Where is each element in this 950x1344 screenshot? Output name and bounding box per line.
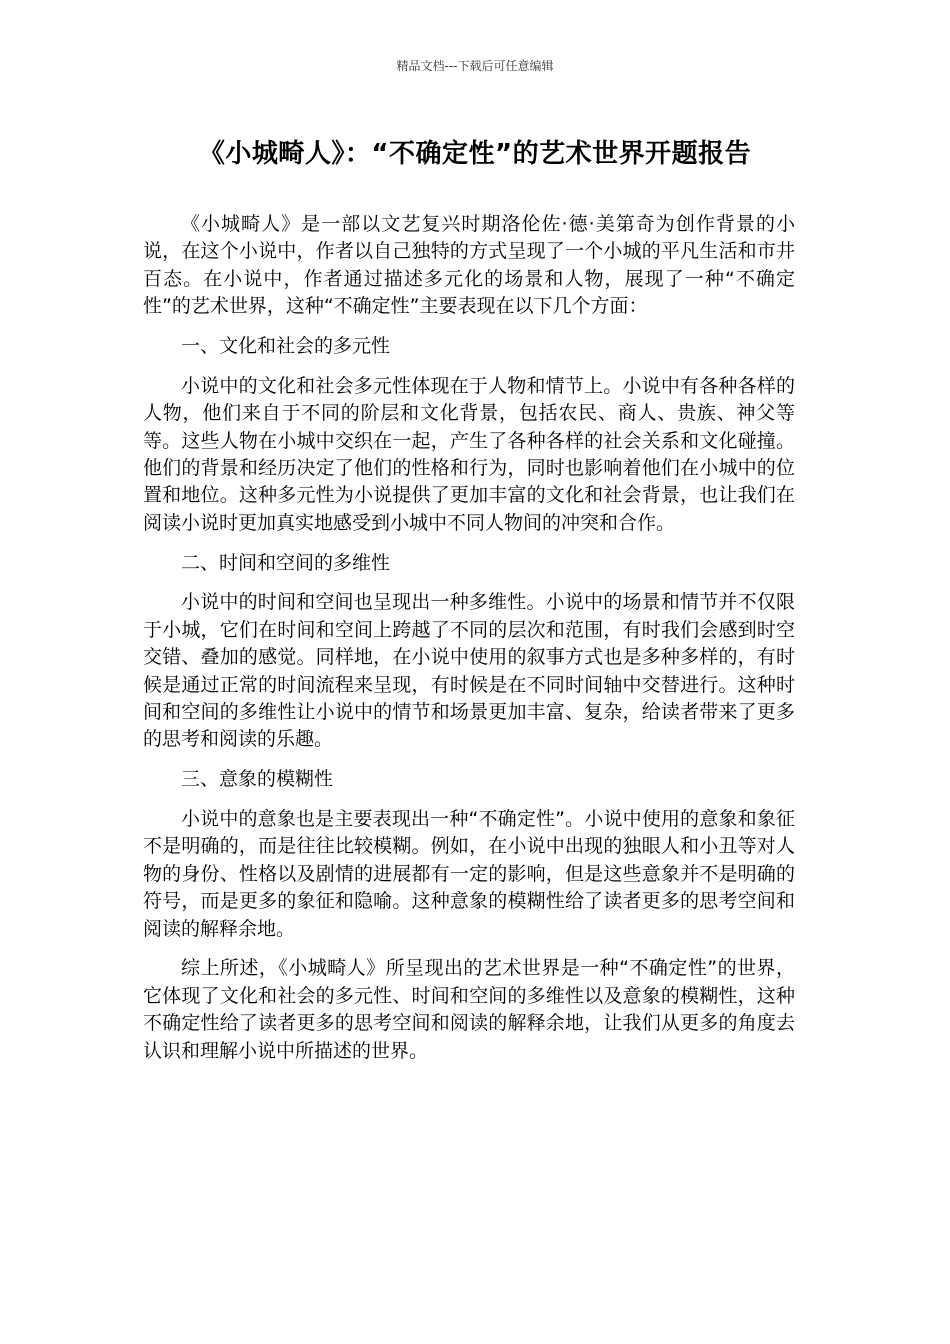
section-body-3: 小说中的意象也是主要表现出一种“不确定性”。小说中使用的意象和象征不是明确的，而是往往比较模糊。例如，在小说中出现的独眼人和小丑等对人物的身份、性格以及剧情的进展都有一定的影响，但是这些意象并不是明确的符号，而是更多的象征和隐喻。这种意象的模糊性给了读者更多的思考空间和阅读的解释余地。 [143, 808, 795, 940]
conclusion-paragraph: 综上所述，《小城畸人》所呈现出的艺术世界是一种“不确定性”的世界，它体现了文化和社会的多元性、时间和空间的多维性以及意象的模糊性，这种不确定性给了读者更多的思考空间和阅读的解释余地，让我们从更多的角度去认识和理解小说中所描述的世界。 [143, 957, 795, 1062]
page-header-watermark: 精品文档---下载后可任意编辑 [396, 59, 554, 73]
document-body [143, 211, 795, 1078]
section-heading-1: 一、文化和社会的多元性 [181, 335, 391, 358]
intro-paragraph: 《小城畸人》是一部以文艺复兴时期洛伦佐·德·美第奇为创作背景的小说，在这个小说中，作者以自己独特的方式呈现了一个小城的平凡生活和市井百态。在小说中，作者通过描述多元化的场景和人物，展现了一种“不确定性”的艺术世界，这种“不确定性”主要表现在以下几个方面： [143, 213, 795, 318]
section-body-2: 小说中的时间和空间也呈现出一种多维性。小说中的场景和情节并不仅限于小城，它们在时间和空间上跨越了不同的层次和范围，有时我们会感到时空交错、叠加的感觉。同样地，在小说中使用的叙事方式也是多种多样的，有时候是通过正常的时间流程来呈现，有时候是在不同时间轴中交替进行。这种时间和空间的多维性让小说中的情节和场景更加丰富、复杂，给读者带来了更多的思考和阅读的乐趣。 [143, 591, 795, 751]
document-title: 《小城畸人》：“不确定性”的艺术世界开题报告 [198, 139, 752, 169]
section-heading-2: 二、时间和空间的多维性 [181, 551, 391, 574]
section-body-1: 小说中的文化和社会多元性体现在于人物和情节上。小说中有各种各样的人物，他们来自于不同的阶层和文化背景，包括农民、商人、贵族、神父等等。这些人物在小城中交织在一起，产生了各种各样的社会关系和文化碰撞。他们的背景和经历决定了他们的性格和行为，同时也影响着他们在小城中的位置和地位。这种多元性为小说提供了更加丰富的文化和社会背景，也让我们在阅读小说时更加真实地感受到小城中不同人物间的冲突和合作。 [143, 374, 795, 534]
section-heading-3: 三、意象的模糊性 [181, 768, 334, 791]
